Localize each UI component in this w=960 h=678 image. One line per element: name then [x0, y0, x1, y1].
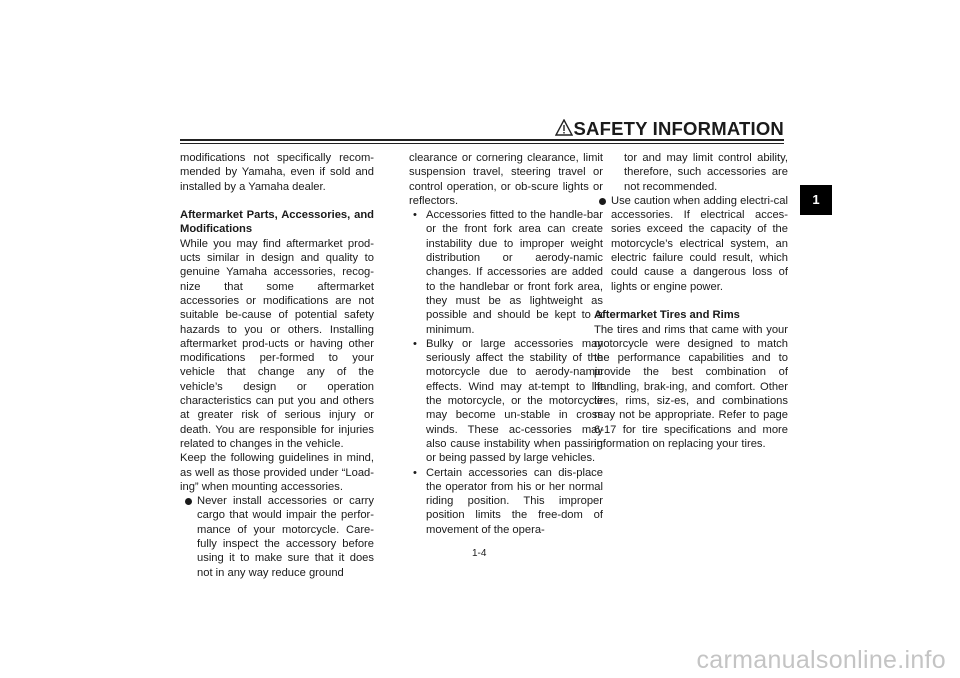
text-column-left	[180, 151, 374, 580]
bullet-marker: •	[413, 337, 417, 350]
page-header	[180, 116, 784, 142]
bullet-text: Never install accessories or carry cargo that would impair the perfor-mance of your motorcycle. Care-fully inspect the accessory before using it to make sure that it does not in any way reduce ground	[197, 495, 374, 579]
page-title: SAFETY INFORMATION	[573, 118, 784, 139]
watermark: carmanualsonline.info	[696, 646, 946, 674]
list-item	[409, 337, 603, 466]
bullet-marker: •	[413, 209, 417, 222]
paragraph: The tires and rims that came with your motorcycle were designed to match the performance capabilities and to provide the best combination of handling, brak-ing, and comfort. Other tires, rims, siz-es, and combinations may not be appropriate. Refer to page 6-17 for tire specifications and more information on replacing your tires.	[594, 323, 788, 450]
bullet-continuation: tor and may limit control ability, therefore, such accessories are not recommended.	[624, 152, 788, 193]
bullet-dot-icon	[185, 498, 192, 505]
list-item	[409, 466, 603, 537]
warning-triangle-icon	[555, 119, 573, 136]
bullet-dot-icon	[599, 198, 606, 205]
text-column-right	[594, 151, 788, 451]
paragraph: clearance or cornering clearance, limit suspension travel, steering travel or control operation, or ob-scure lights or reflectors.	[409, 152, 603, 207]
list-item	[180, 494, 374, 580]
bullet-text: Accessories fitted to the handle-bar or the front fork area can create instability due to improper weight distribution or aerody-namic changes. If accessories are added to the handlebar or front fork area, they must be as lightweight as possible and should be kept to a minimum.	[426, 209, 603, 336]
bullet-text: Bulky or large accessories may seriously affect the stability of the motorcycle due to aerody-namic effects. Wind may at-tempt to lift the motorcycle, or the motorcycle may become un-stable in cross winds. These ac-cessories may also cause instability when passing or being passed by large vehicles.	[426, 337, 603, 465]
paragraph: While you may find aftermarket prod-ucts similar in design and quality to genuine Yamaha accessories, recog-nize that some aftermarket accessories or modifications are not suitable be-cause of potential safety hazards to you or others. Installing aftermarket prod-ucts or having other modifications per-formed to your vehicle that change any of the vehicle’s design or operation characteristics can put you and others at greater risk of serious injury or death. You are responsible for injuries related to changes in the vehicle.	[180, 237, 374, 450]
page-number: 1-4	[472, 548, 487, 559]
text-column-middle	[409, 151, 603, 537]
section-heading: Aftermarket Tires and Rims	[594, 309, 740, 322]
list-item	[594, 194, 788, 294]
section-heading: Aftermarket Parts, Accessories, and Modifications	[180, 209, 374, 236]
header-rule	[180, 139, 784, 141]
chapter-tab: 1	[800, 185, 832, 215]
list-item	[409, 208, 603, 337]
paragraph: Keep the following guidelines in mind, as well as those provided under “Load-ing” when mounting accessories.	[180, 452, 374, 493]
bullet-text: Use caution when adding electri-cal accessories. If electrical acces-sories exceed the capacity of the motorcycle’s electrical system, an electric failure could result, which could cause a dangerous loss of lights or engine power.	[611, 194, 788, 293]
bullet-text: Certain accessories can dis-place the operator from his or her normal riding position. This improper position limits the free-dom of movement of the opera-	[426, 466, 603, 536]
paragraph: modifications not specifically recom-mended by Yamaha, even if sold and installed by a Yamaha dealer.	[180, 152, 374, 193]
bullet-marker: •	[413, 466, 417, 479]
header-rule-thin	[180, 143, 784, 144]
